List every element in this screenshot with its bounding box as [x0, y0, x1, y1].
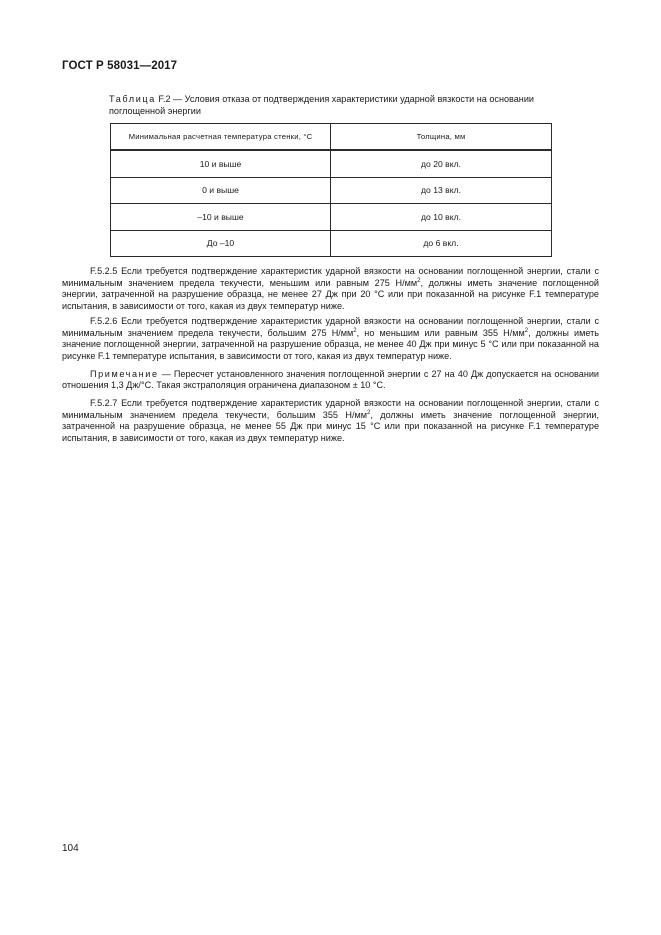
- table-caption-word: Таблица: [109, 94, 156, 104]
- page-number: 104: [62, 843, 79, 854]
- table-caption: [109, 93, 554, 117]
- paragraph-f525: [62, 266, 599, 313]
- note-text: — Пересчет установленного значения поглощенной энергии с 27 на 40 Дж допускается на основании отношения 1,3 Дж/°С. Такая экстраполяция ограничена диапазоном ± 10 °С.: [62, 368, 599, 391]
- table-row: [111, 230, 552, 257]
- cell-temperature: 10 и выше: [111, 150, 331, 177]
- conditions-table: [110, 123, 552, 257]
- superscript: 2: [353, 327, 357, 334]
- note-paragraph: [62, 369, 599, 392]
- note-label: Примечание: [90, 368, 159, 379]
- cell-thickness: до 10 вкл.: [331, 204, 552, 231]
- cell-thickness: до 20 вкл.: [331, 150, 552, 177]
- column-header-temperature: Минимальная расчетная температура стенки, °С: [111, 124, 331, 151]
- text-run: , должны иметь значение поглощенной энергии, затраченной на разрушение образца, не менее 55 Дж при минус 15 °С или при показанной на рисунке F.1 температуре испытания, в зависимости от того, какая из двух температур ниже.: [62, 409, 599, 444]
- cell-temperature: До –10: [111, 230, 331, 257]
- table-caption-text: F.2 — Условия отказа от подтверждения характеристики ударной вязкости на основании поглощенной энергии: [109, 94, 534, 116]
- superscript: 2: [417, 277, 421, 284]
- table-row: [111, 150, 552, 177]
- superscript: 2: [524, 327, 529, 334]
- table-row: [111, 177, 552, 204]
- text-run: F.5.2.7 Если требуется подтверждение характеристик ударной вязкости на основании поглощенной энергии, стали с минимальным значением предела текучести, большим 355 Н/мм: [62, 398, 599, 420]
- text-run: , но меньшим или равным 355 Н/мм: [356, 327, 525, 338]
- text-run: F.5.2.6 Если требуется подтверждение характеристик ударной вязкости на основании поглощенной энергии, стали с минимальным значением предела текучести, большим 275 Н/мм: [62, 315, 599, 338]
- text-run: F.5.2.5 Если требуется подтверждение характеристик ударной вязкости на основании поглощенной энергии, стали с минимальным значением предела текучести, меньшим или равным 275 Н/мм: [62, 266, 599, 288]
- cell-temperature: –10 и выше: [111, 204, 331, 231]
- table-row: [111, 204, 552, 231]
- text-run: , должны иметь значение поглощенной энергии, затраченной на разрушение образца, не менее 40 Дж при минус 5 °С или при показанной на рисунке F.1 температуре испытания, в зависимости от того, какая из двух температур ниже.: [62, 327, 599, 361]
- table-header-row: [111, 124, 552, 151]
- cell-temperature: 0 и выше: [111, 177, 331, 204]
- column-header-thickness: Толщина, мм: [331, 124, 552, 151]
- text-run: , должны иметь значение поглощенной энергии, затраченной на разрушение образца, не менее 27 Дж при 20 °С или при показанной на рисунке F.1 температуре испытания, в зависимости от того, какая из двух температур ниже.: [62, 277, 599, 312]
- superscript: 2: [366, 409, 371, 416]
- document-header: ГОСТ Р 58031—2017: [62, 60, 178, 72]
- paragraph-f526: [62, 316, 599, 363]
- paragraph-f527: [62, 398, 599, 445]
- body-text: [62, 266, 599, 448]
- cell-thickness: до 6 вкл.: [331, 230, 552, 257]
- cell-thickness: до 13 вкл.: [331, 177, 552, 204]
